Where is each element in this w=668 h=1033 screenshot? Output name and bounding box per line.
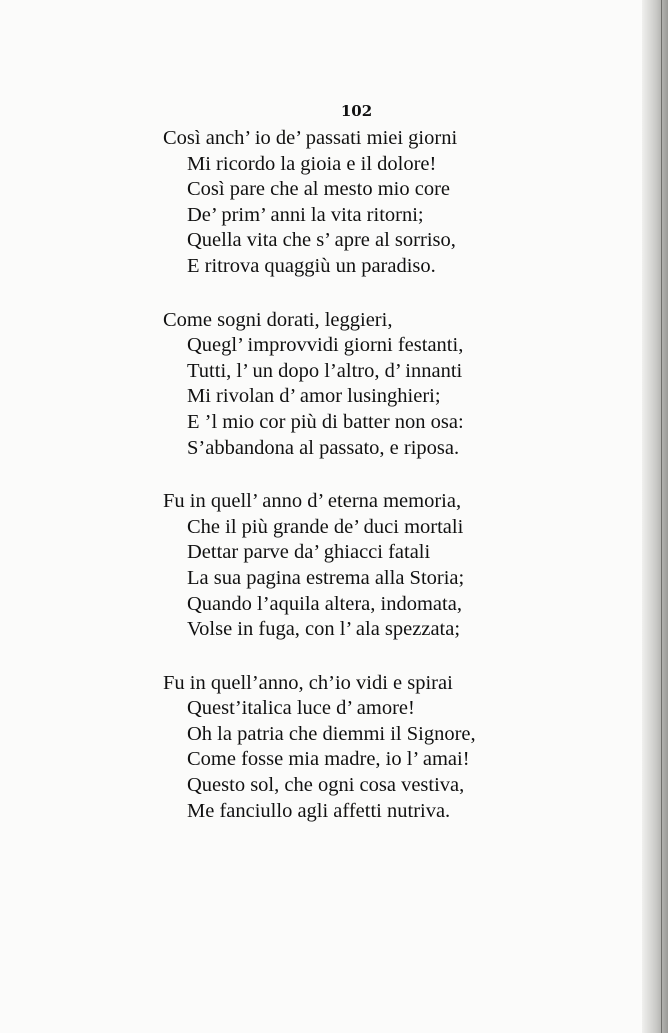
poem (0, 126, 640, 852)
verse-line: Dettar parve da’ ghiacci fatali (187, 541, 431, 564)
verse-line: E ’l mio cor più di batter non osa: (187, 410, 464, 433)
verse-line: Quest’italica luce d’ amore! (187, 697, 415, 720)
page-edge-line (661, 0, 662, 1033)
verse-line: Volse in fuga, con l’ ala spezzata; (187, 618, 461, 641)
verse-line: Tutti, l’ un dopo l’altro, d’ innanti (187, 359, 463, 382)
verse-line: Quando l’aquila altera, indomata, (187, 592, 462, 615)
verse-line: La sua pagina estrema alla Storia; (187, 566, 465, 589)
verse-line: Così pare che al mesto mio core (187, 178, 450, 201)
verse-line: Fu in quell’anno, ch’io vidi e spirai (163, 671, 453, 694)
stanza-4 (0, 671, 640, 825)
stanza-2 (0, 308, 640, 462)
verse-line: Quegl’ improvvidi giorni festanti, (187, 334, 464, 357)
verse-line: Che il più grande de’ duci mortali (187, 515, 464, 538)
verse-line: Così anch’ io de’ passati miei giorni (163, 127, 458, 149)
verse-line: Me fanciullo agli affetti nutriva. (187, 799, 451, 822)
stanza-3 (0, 489, 640, 643)
verse-line: De’ prim’ anni la vita ritorni; (187, 203, 424, 226)
verse-line: Questo sol, che ogni cosa vestiva, (187, 774, 465, 797)
verse-line: Mi ricordo la gioia e il dolore! (187, 152, 437, 175)
page-edge-shadow (642, 0, 668, 1033)
page-number: 102 (340, 102, 373, 120)
verse-line: S’abbandona al passato, e riposa. (187, 436, 460, 459)
verse-line: Mi rivolan d’ amor lusinghieri; (187, 385, 441, 408)
stanza-1 (0, 126, 640, 280)
verse-line: Quella vita che s’ apre al sorriso, (187, 229, 456, 252)
verse-line: Come fosse mia madre, io l’ amai! (187, 748, 470, 771)
verse-line: Fu in quell’ anno d’ eterna memoria, (163, 490, 462, 513)
verse-line: Come sogni dorati, leggieri, (163, 308, 393, 331)
verse-line: E ritrova quaggiù un paradiso. (187, 254, 436, 277)
verse-line: Oh la patria che diemmi il Signore, (187, 722, 476, 745)
